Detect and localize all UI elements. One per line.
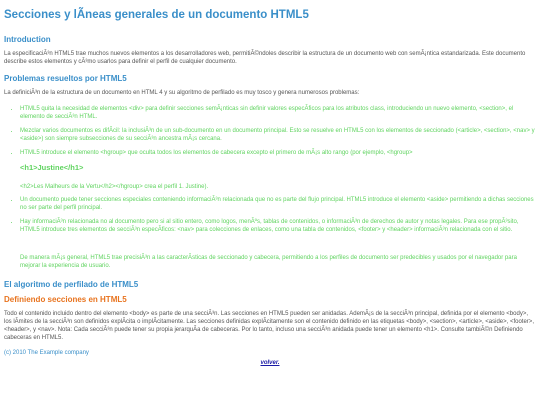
back-link[interactable]: volver. xyxy=(260,360,280,366)
spacer xyxy=(4,240,536,254)
list-item: • Un documento puede tener secciones especiales conteniendo informaciÃ³n relacionada que no es parte del flujo principal. HTML5 introduce el elemento <aside> permitiendo a dichas secciones no ser parte del perfil principal. xyxy=(20,196,536,212)
algorithm-text: Todo el contenido incluido dentro del elemento <body> es parte de una secciÃ³n. Las secciones en HTML5 pueden ser anidadas. AdemÃ¡s de la secciÃ³n principal, definida por el elemento <body>, los lÃmites de la secciÃ³n son definidos explÃcita o implÃcitamente. Las secciones definidas explÃcitamente son el contenido definido en las etiquetas <body>, <section>, <article>, <aside>, <footer>, <header>, y <nav>. Nota: Cada secciÃ³n puede tener su propia jerarquÃa de cabeceras. Por lo tanto, incluso una secciÃ³n anidada puede tener un elemento <h1>. Consulte tambiÃ©n Definiendo cabeceras en HTML5. xyxy=(4,311,534,341)
list-item: • HTML5 quita la necesidad de elementos <div> para definir secciones semÃ¡nticas sin definir valores especÃficos para los atributos class, introduciendo un nuevo elemento, <section>, el elemento de secciÃ³n HTML. xyxy=(20,105,536,121)
list-item: • Mezclar varios documentos es difÃcil: la inclusiÃ³n de un sub-documento en un documento principal. Esto se resuelve en HTML5 con los elementos de seccionado (<article>, <section>, <nav> y <aside>) son siempre subsecciones de su secciÃ³n ancestra mÃ¡s cercana. xyxy=(20,127,536,143)
example-h1: <h1>Justine</h1> xyxy=(20,163,84,172)
page-title: Secciones y lÃneas generales de un documento HTML5 xyxy=(4,9,309,21)
intro-text: La especificaciÃ³n HTML5 trae muchos nuevos elementos a los desarrolladores web, permitiÃ©ndoles describir la estructura de un documento web con semÃ¡ntica estandarizada. Este documento describe estos elementos y cÃ³mo usarlos para definir el perfil de cualquier documento. xyxy=(4,51,526,65)
algorithm-subheading: Definiendo secciones en HTML5 xyxy=(4,295,127,304)
problems-heading: Problemas resueltos por HTML5 xyxy=(4,74,127,83)
problems-closing: De manera mÃ¡s general, HTML5 trae precisiÃ³n a las caracterÃsticas de seccionado y cabecera, permitiendo a los perfiles de documento ser predecibles y usados por el navegador para mejorar la experiencia de usuario. xyxy=(20,255,517,269)
problems-text: La definiciÃ³n de la estructura de un documento en HTML 4 y su algoritmo de perfilado es muy tosco y genera numerosos problemas: xyxy=(4,90,360,96)
problems-list xyxy=(4,105,536,157)
list-item: • HTML5 introduce el elemento <hgroup> que oculta todos los elementos de cabecera excepto el primero de mÃ¡s alto rango (por ejemplo, <hgroup> xyxy=(20,149,536,157)
algorithm-heading: El algoritmo de perfilado de HTML5 xyxy=(4,280,139,289)
problems-list-continued xyxy=(4,196,536,234)
example-h2: <h2>Les Malheurs de la Vertu</h2></hgroup> crea el perfil 1. Justine). xyxy=(20,184,209,190)
list-item: • Hay informaciÃ³n relacionada no al documento pero si al sitio entero, como logos, menÃºs, tablas de contenidos, o informaciÃ³n de derechos de autor y notas legales. Para ese propÃ³sito, HTML5 introduce tres elementos de secciÃ³n especÃficos: <nav> para colecciones de enlaces, como una tabla de contenidos, <footer> y <header> informaciÃ³n relacionada con el sitio. xyxy=(20,218,536,234)
intro-heading: Introduction xyxy=(4,35,51,44)
back-link-wrapper xyxy=(4,360,536,366)
footer-copyright: (c) 2010 The Example company xyxy=(4,350,89,356)
